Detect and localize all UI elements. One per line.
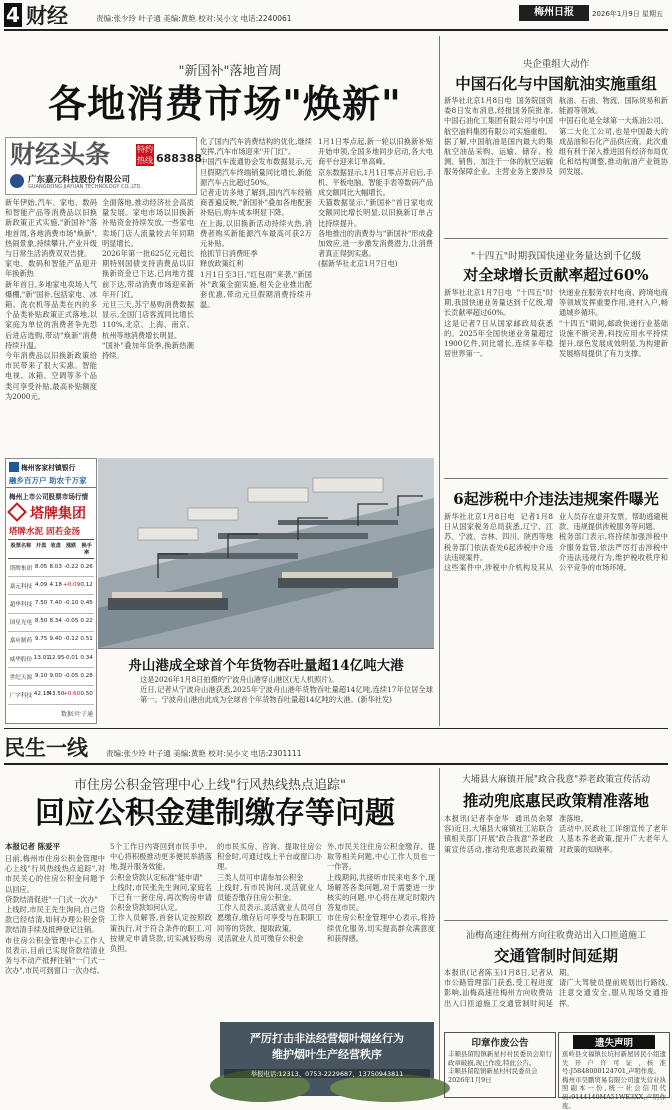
stock-value-cell: 4.18: [49, 581, 62, 588]
stock-row: [8, 668, 94, 686]
stock-value-cell: 7.40: [49, 599, 62, 606]
bottom-editors: 责编:张少玲 叶子通 美编:黄艳 校对:吴小文 电话:2301111: [106, 749, 302, 758]
stock-value-cell: 0.45: [80, 599, 93, 606]
right-story2-kicker: "十四五"时期我国快递业务量达到千亿级: [470, 251, 642, 262]
stock-name-cell: 嘉应制药: [9, 638, 33, 645]
port-photo: [98, 458, 434, 648]
stock-value-cell: -0.05: [63, 672, 79, 679]
notice-lost-body: 蕉岭县文福镇长坑村新屋居民小组遗失开户许可证,核准号:J5848000124701,声明作废。 梅州市昊鹏贸易有限公司遗失营业执照副本一份,统一社会信用代码:9144140MA51WE3XX,声明作废。: [562, 1050, 666, 1110]
fund-col3: 的市民买房、咨询、提取住房公积金时,可通过线上平台或窗口办理。 三类人员可申请参加公积金 上线时,有市民询问,灵活就业人员能否缴存住房公积金。 工作人员表示,灵活就业人员可自愿缴存,缴存后可享受与在职职工同等的贷款、提取政策。 灵活就业人员可缴存公积金: [217, 842, 322, 943]
notice-seal-body: 丰顺县留隍镇新星村村民委员会原行政章破损,现已作废,特此公告。 丰顺县留隍镇新星村村民委员会 2026年1月9日: [448, 1050, 552, 1084]
stock-header-cell: 涨跌: [65, 543, 77, 549]
stock-name-cell: 威华股份: [9, 656, 33, 663]
stock-value-cell: 8.03: [49, 563, 62, 570]
stock-row: [8, 595, 94, 613]
stock-header-cell: 股票名称: [10, 543, 32, 549]
stock-value-cell: 0.22: [80, 618, 93, 625]
anti-smoke-tip: 举报电话:12313、0753-2229687、13750943811: [224, 1069, 430, 1078]
rb-story1-headline: 推动兜底惠民政策精准落地: [462, 791, 649, 810]
right-story1-headline: 中国石化与中国航油实施重组: [455, 74, 657, 93]
stock-header-cell: 收盘: [50, 543, 61, 549]
stock-table-body: [8, 559, 94, 705]
market-subtitle: 塔牌水泥 固若金汤: [9, 527, 80, 537]
stock-value-cell: 0.12: [80, 581, 93, 588]
stock-row: [8, 577, 94, 595]
stock-value-cell: 8.34: [49, 618, 62, 625]
rb-story1-body: 本报讯(记者李金华 通讯员余翠容)近日,大埔县大麻镇社工站联合镇相关部门开展"政合我意"养老政策宣传活动,推动兜底惠民政策精准落地。 活动中,民政社工详细宣传了老年人基本养老政策,提升广大老年人对政策的知晓率。: [444, 814, 668, 854]
notice-lost-title: 遗失声明: [573, 1035, 655, 1049]
right-story2-body: 新华社北京1月7日电 "十四五"时期,我国快递业务量达到千亿级,增长贡献率超过60%。 这是记者7日从国家邮政局获悉的。2025年全国快递业务量超过1900亿件,同比增长,连续多年稳居世界第一。 快递业在服务农村电商、跨境电商等领域发挥重要作用,进村入户,畅通城乡循环。 "十四五"期间,邮政快递行业基础设施不断完善,科技应用水平持续提升,绿色发展成效明显,为构建新发展格局提供了有力支撑。: [444, 288, 668, 359]
notice-seal-title: 印章作废公告: [471, 1038, 529, 1049]
market-divider-1: [6, 487, 96, 488]
stock-name-cell: 世纪天源: [9, 674, 33, 681]
market-group: 塔牌集团: [30, 506, 86, 522]
stock-value-cell: 8.50: [34, 618, 48, 625]
stock-name-cell: 塔牌集团: [9, 565, 33, 572]
section-title: 财经: [26, 3, 68, 28]
finance-ad-hotline-label: 特约热线: [137, 145, 153, 165]
fund-col2: 5个工作日内寄回到市民手中。中心将积极推动更多便民举措落地,提升服务效能。 公积金贷款认定标准"能申请" 上线时,市民张先生询问,家庭名下已有一套住房,再次购房申请公积金贷款如何认定。 工作人员解答,首套认定按照政策执行,对于符合条件的职工,可按规定申请贷款,切实减轻购房负担。: [110, 842, 212, 954]
stock-value-cell: +0.60: [63, 690, 81, 697]
header-date: 2026年1月9日 星期五: [592, 10, 663, 18]
stock-header-cell: 开盘: [35, 543, 47, 549]
paper-name: 梅州日报: [534, 7, 574, 18]
stock-value-cell: +0.09: [63, 581, 81, 588]
stock-row: [8, 559, 94, 577]
market-source: 数据:叶子通: [60, 711, 93, 718]
page-number-box: 4: [4, 3, 22, 27]
bottom-top-rule: [4, 728, 668, 729]
bank-slogan: 融乡百万户 助农千万家: [9, 476, 87, 485]
stock-row: [8, 614, 94, 632]
stock-value-cell: 4.09: [34, 581, 48, 588]
stock-value-cell: 43.50: [48, 690, 65, 697]
taipai-logo-icon: [7, 502, 27, 522]
stock-value-cell: -0.01: [63, 654, 79, 661]
top-story-col3: 化了国内汽车消费结构的优化,继续发挥,汽车市场迎来"开门红"。 中国汽车流通协会发布数据显示,元旦假期汽车终端销量同比增长,新能源汽车占比超过50%。 记者走访多地了解到,国内汽车经销商普遍反映,"新国补"叠加各地配套补贴后,购车成本明显下降。 在上海,以旧换新活动持续火热,消费者购买新能源汽车最高可获2万元补贴。 抢抓节日消费旺季 释放政策红利 1月1日至3日,"红包雨"来袭,"新国补"政策全面实施,相关企业推出配套优惠,带动元旦假期消费持续升温。: [200, 137, 312, 310]
stock-value-cell: 0.28: [80, 672, 93, 679]
fund-headline: 回应公积金建制缴存等问题: [35, 796, 395, 831]
bank-name: 梅州客家村镇银行: [21, 464, 76, 472]
stock-value-cell: 13.01: [33, 654, 50, 661]
right-story2-headline: 对全球增长贡献率超过60%: [463, 266, 649, 284]
right-divider-1: [444, 238, 668, 239]
top-story-col2: 全面落地,推动经济社会高质量发展。家电市场以旧换新补贴资金持续发放,一些家电卖场门店人流量较去年同期明显增长。 2026年第一批625亿元超长期特别国债支持消费品以旧换新资金已下达,已向地方提前下达,带动消费市场迎来新年开门红。 元旦三天,苏宁易购消费数据显示,全国门店客流同比增长110%,北京、上海、南京、杭州等地消费增长明显。 "国补"叠加年货季,换新热潮持续。: [102, 198, 194, 361]
fund-col1: 日前,梅州市住房公积金管理中心上线"行风热线热点追踪",对市民关心的住房公积金问题予以回应。 贷款结清促进"一门式一次办" 上线时,市民王先生询问,自己贷款已经结清,如何办理公积金贷款结清手续及抵押登记注销。 市住房公积金管理中心工作人员表示,目前已实现贷款结清业务与不动产抵押注销"一门式一次办",市民可到窗口一次办结。: [5, 854, 105, 976]
header-editors: 责编:张少玲 叶子通 美编:黄艳 校对:吴小文 电话:2240061: [96, 14, 292, 23]
fund-byline: 本报记者 陈爱平: [5, 842, 61, 851]
stock-value-cell: 0.26: [80, 563, 93, 570]
rb-story1-kicker: 大埔县大麻镇开展"政合我意"养老政策宣传活动: [461, 775, 651, 785]
finance-ad: [5, 137, 202, 195]
top-column-divider: [439, 36, 440, 726]
bottom-header-rule: [4, 763, 668, 765]
top-story-col1: 新年伊始,汽车、家电、数码和智能产品等消费品以旧换新政策正式实施,"新国补"落地首周,各地消费市场"焕新",热闹景象,持续攀升,产业升级与日常生活消费双双告捷。 家电、数码和智能产品迎开年换新热 新年首日,多地家电卖场人气爆棚,"新"国补,包括家电、冰箱、洗衣机等品类在内的多个品类补贴政策正式落地,以家庭为单位的消费者争先恐后进店选购,带动"焕新"消费持续升温。 今年消费品以旧换新政策给市民带来了很大实惠。智能电视、冰箱、空调等多个品类可享受补贴,最高补贴额度为2000元。: [5, 198, 97, 401]
market-box: [5, 458, 97, 724]
fund-kicker: 市住房公积金管理中心上线"行风热线热点追踪": [74, 778, 346, 793]
stock-value-cell: 9.00: [49, 672, 62, 679]
stock-value-cell: 7.50: [34, 599, 48, 606]
stock-value-cell: 9.75: [34, 636, 48, 643]
right-story1-kicker: 央企重组大动作: [522, 59, 590, 70]
stock-value-cell: 9.40: [49, 636, 62, 643]
stock-value-cell: 0.34: [80, 654, 93, 661]
anti-smoke-banner: [220, 1022, 434, 1096]
stock-table: [8, 539, 94, 705]
finance-ad-company: 广东嘉元科技股份有限公司: [28, 175, 131, 185]
stock-row: [8, 686, 94, 704]
bank-logo-icon: [9, 462, 19, 472]
stock-row: [8, 632, 94, 650]
market-title: 梅州上市公司股票市场行情: [9, 493, 89, 501]
finance-ad-title: 财经头条: [10, 140, 111, 169]
stock-value-cell: -0.10: [63, 599, 79, 606]
header-rule: [4, 29, 668, 31]
finance-ad-company-en: GUANGDONG JIAYUAN TECHNOLOGY CO.,LTD.: [28, 184, 142, 190]
port-photo-image: [98, 458, 434, 648]
stock-name-cell: 广宇科技: [9, 692, 33, 699]
stock-value-cell: 12.95: [48, 654, 65, 661]
stock-table-header: [8, 539, 94, 559]
stock-name-cell: 嘉元科技: [9, 583, 33, 590]
stock-value-cell: 9.10: [34, 672, 48, 679]
anti-smoke-line2: 维护烟叶生产经营秩序: [272, 1048, 382, 1061]
right-story1-body: 新华社北京1月8日电 国务院国资委8日发布消息,经报国务院批准,中国石油化工集团有限公司与中国航空油料集团有限公司实施重组。 据了解,中国航油是国内最大的集航空油品采购、运输、储存、检测、销售、加注于一体的航空运输服务保障企业。主营业务主要涉及航油、石油、物流、国际贸易和新能源等领域。 中国石化是全球第一大炼油公司、第二大化工公司,也是中国最大的成品油和石化产品供应商。此次重组有利于深入推进国有经济布局优化和结构调整,推动航油产业链协同发展。: [444, 96, 668, 177]
top-story-col4: 1月1日零点起,新一轮以旧换新补贴开始申领,全国多地同步启动,各大电商平台迎来订单高峰。 京东数据显示,1月1日零点开启后,手机、平板电脑、智能手表等数码产品成交额同比大幅增长。 天猫数据显示,"新国补"首日家电成交额同比增长明显,以旧换新订单占比持续提升。 各地推出的消费券与"新国补"形成叠加效应,进一步激发消费潜力,让消费者真正得到实惠。 (据新华社北京1月7日电): [318, 137, 434, 269]
stock-header-cell: 换手率: [81, 543, 92, 556]
stock-value-cell: -0.05: [63, 618, 79, 625]
notice-lost: [558, 1032, 670, 1110]
photo-headline-bar: [98, 648, 434, 649]
rb-divider-1: [444, 920, 668, 921]
right-divider-2: [444, 478, 668, 479]
stock-value-cell: 8.05: [34, 563, 48, 570]
stock-value-cell: 0.51: [80, 636, 93, 643]
stock-name-cell: 国星光电: [9, 620, 33, 627]
paper-logo: [519, 5, 589, 21]
photo-headline: 舟山港成全球首个年货物吞吐量超14亿吨大港: [128, 658, 404, 674]
jiayuan-logo-icon: [10, 174, 24, 188]
right-story3-headline: 6起涉税中介违法违规案件曝光: [453, 490, 659, 508]
stock-value-cell: -0.22: [63, 563, 79, 570]
stock-row: [8, 650, 94, 668]
bottom-section-title: 民生一线: [4, 735, 88, 760]
stock-value-cell: -0.12: [63, 636, 79, 643]
anti-smoke-line1: 严厉打击非法经营烟叶烟丝行为: [250, 1032, 404, 1045]
right-story3-body: 新华社北京1月8日电 记者1月8日从国家税务总局获悉,辽宁、江苏、宁波、吉林、四川、陕西等地税务部门依法查处6起涉税中介违法违规案件。 这些案件中,涉税中介机构及其从业人员存在虚开发票、帮助逃避税款、违规提供涉税服务等问题。 税务部门表示,将持续加强涉税中介服务监管,依法严厉打击涉税中介违法违规行为,维护税收秩序和公平竞争的市场环境。: [444, 512, 668, 573]
rb-story2-kicker: 汕梅高速往梅州方向往收费站出入口匝道施工: [465, 931, 646, 941]
top-headline: 各地消费市场"焕新": [48, 81, 402, 126]
fund-col4: 外,市民关注住房公积金缴存、提取等相关问题,中心工作人员也一一作答。 上线期间,共接听市民来电多个,现场解答各类问题,对于需要进一步核实的问题,中心将在规定时限内答复市民。 市住房公积金管理中心表示,将持续优化服务,切实提高群众满意度和获得感。: [327, 842, 435, 943]
rb-story2-body: 本报讯(记者陈玉)1月8日,记者从市公路管理部门获悉,受工程进度影响,汕梅高速往梅州方向收费站出入口匝道施工交通管制时间延期。 请广大驾驶员提前规划出行路线,注意交通安全,服从现场交通指挥。: [444, 968, 668, 1008]
rb-story2-headline: 交通管制时间延期: [493, 946, 618, 965]
stock-value-cell: 42.18: [33, 690, 50, 697]
bottom-column-divider: [439, 768, 440, 1096]
stock-value-cell: 0.50: [80, 690, 93, 697]
notice-seal-void: [444, 1032, 556, 1098]
stock-name-cell: 超华科技: [9, 601, 33, 608]
finance-ad-hotline: 688388: [156, 152, 202, 165]
photo-caption: 这是2026年1月8日拍摄的宁波舟山港穿山港区(无人机照片)。 近日,记者从宁波舟山港获悉,2025年宁波舟山港年货物吞吐量超14亿吨,连续17年位居全球第一。宁波舟山港由此成为全球首个年货物吞吐量超14亿吨的大港。(新华社发): [140, 675, 433, 705]
top-kicker: "新国补"落地首周: [178, 64, 282, 79]
